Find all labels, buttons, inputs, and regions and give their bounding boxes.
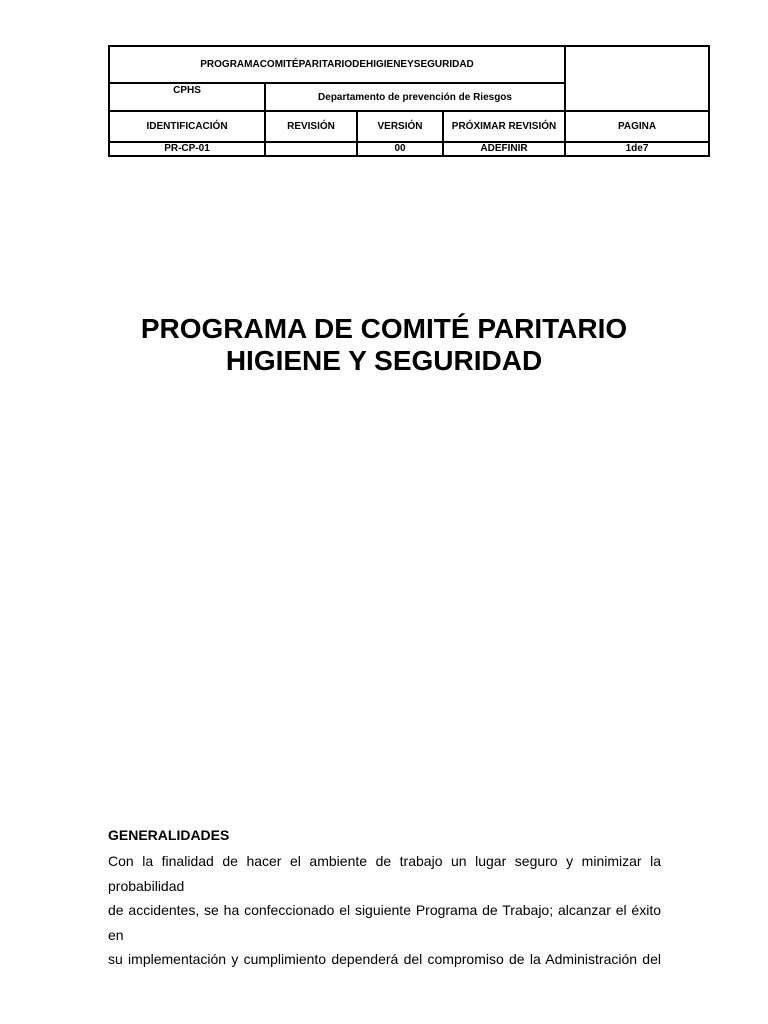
cphs-cell: CPHS [109, 83, 265, 111]
program-title-cell: PROGRAMACOMITÉPARITARIODEHIGIENEYSEGURIDAD [109, 46, 565, 83]
document-header-table [108, 45, 710, 157]
generalidades-heading: GENERALIDADES [108, 827, 230, 843]
document-title-line-2: HIGIENE Y SEGURIDAD [225, 345, 543, 376]
paragraph-line: de accidentes, se ha confeccionado el siguiente Programa de Trabajo; alcanzar el éxito en [108, 902, 661, 943]
department-cell: Departamento de prevención de Riesgos [265, 83, 565, 111]
column-header-proxima-revision: PRÓXIMAR REVISIÓN [443, 111, 565, 142]
column-header-pagina: PAGINA [565, 111, 709, 142]
document-title-line-1: PROGRAMA DE COMITÉ PARITARIO [140, 313, 628, 344]
pagina-value: 1de7 [565, 142, 709, 156]
generalidades-paragraph [108, 849, 661, 972]
identificacion-value: PR-CP-01 [109, 142, 265, 156]
column-header-revision: REVISIÓN [265, 111, 357, 142]
paragraph-line: Con la finalidad de hacer el ambiente de trabajo un lugar seguro y minimizar la probabilidad [108, 853, 661, 894]
paragraph-line: su implementación y cumplimiento dependerá del compromiso de la Administración del [108, 951, 661, 967]
document-title [0, 313, 768, 377]
proxima-revision-value: ADEFINIR [443, 142, 565, 156]
revision-value [265, 142, 357, 156]
version-value: 00 [357, 142, 443, 156]
column-header-version: VERSIÓN [357, 111, 443, 142]
column-header-identificacion: IDENTIFICACIÓN [109, 111, 265, 142]
logo-placeholder [565, 46, 709, 111]
